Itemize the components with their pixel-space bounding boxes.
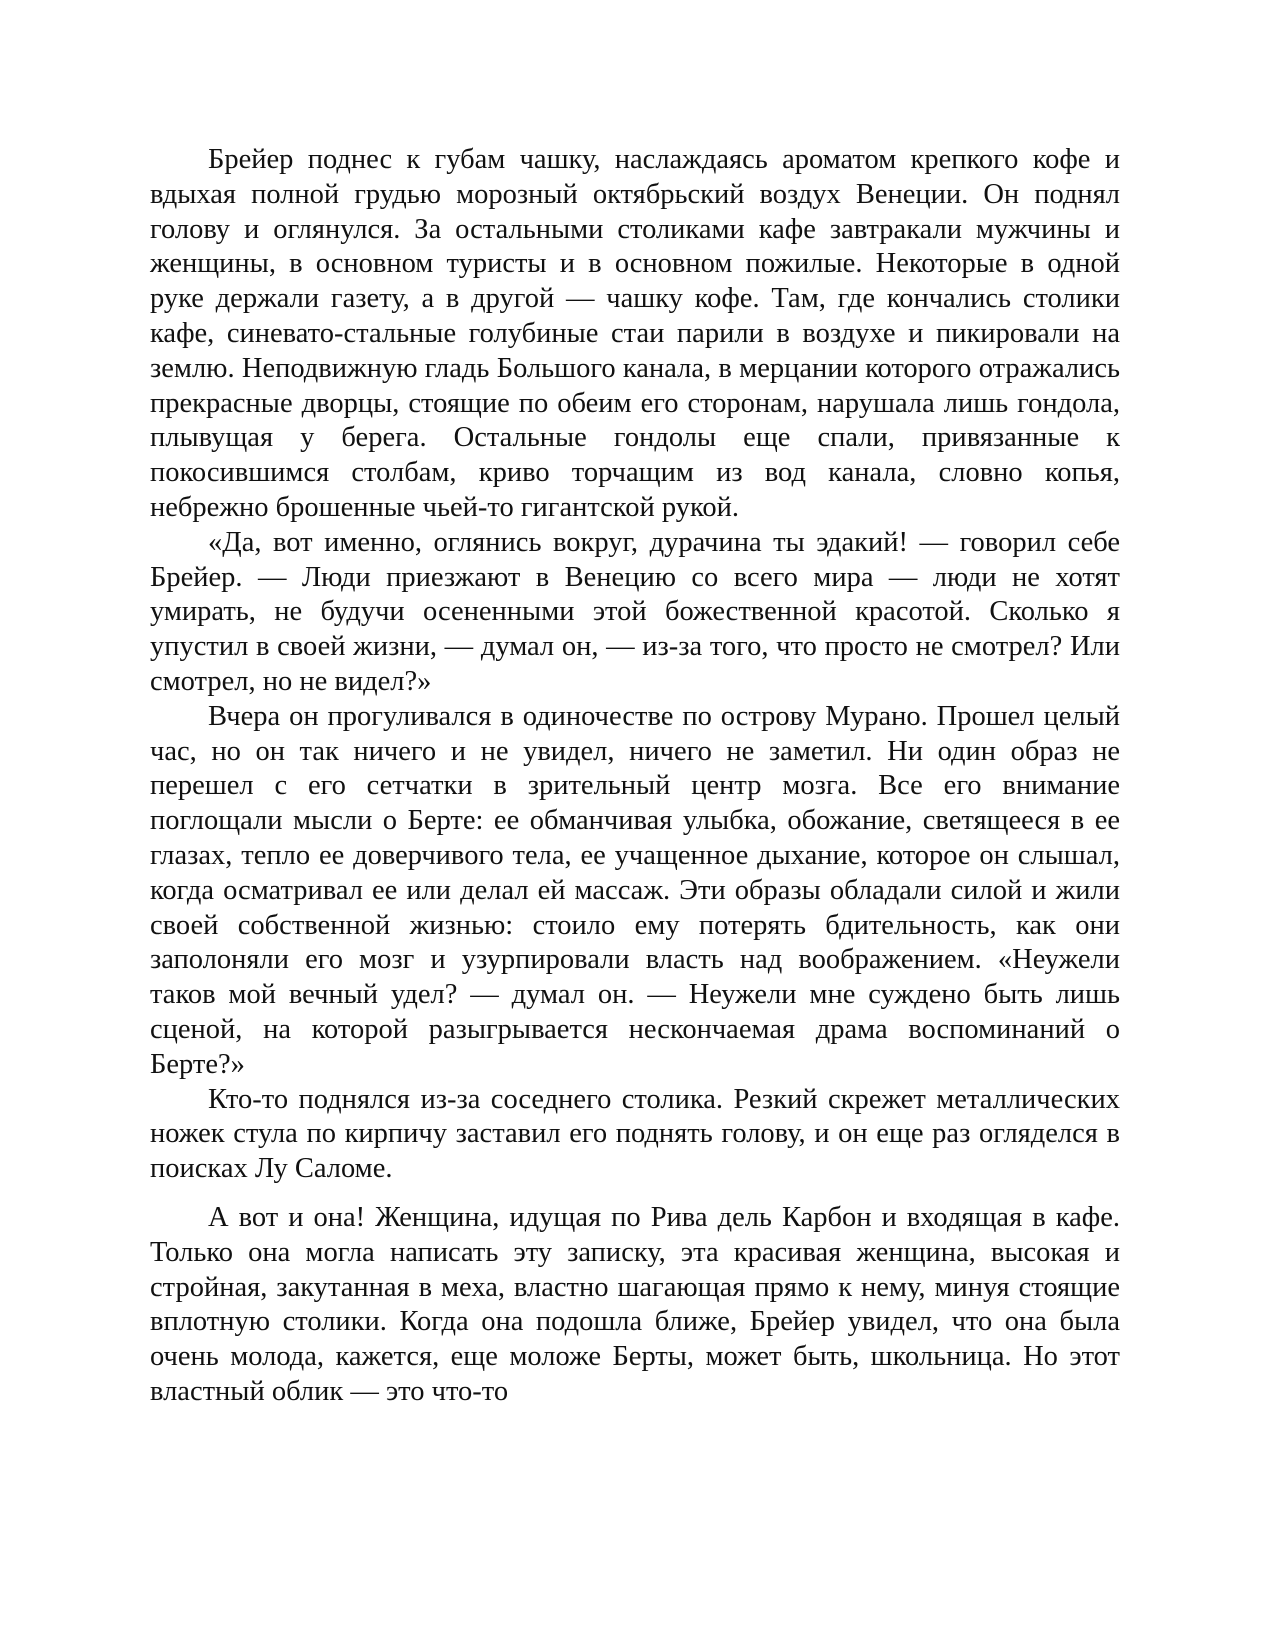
paragraph-3: Вчера он прогуливался в одиночестве по острову Мурано. Прошел целый час, но он так ничего и не увидел, ничего не заметил. Ни один образ не перешел с его сетчатки в зрительный центр мозга. Все его внимание поглощали мысли о Берте: ее обманчивая улыбка, обожание, светящееся в ее глазах, тепло ее доверчивого тела, ее учащенное дыхание, которое он слышал, когда осматривал ее или делал ей массаж. Эти образы обладали силой и жили своей собственной жизнью: стоило ему потерять бдительность, как они заполоняли его мозг и узурпировали власть над воображением. «Неужели таков мой вечный удел? — думал он. — Неужели мне суждено быть лишь сценой, на которой разыгрывается нескончаемая драма воспоминаний о Берте?» <box>150 700 1120 1080</box>
document-page <box>150 143 1120 1410</box>
paragraph-4: Кто-то поднялся из-за соседнего столика. Резкий скрежет металлических ножек стула по кирпичу заставил его поднять голову, и он еще раз огляделся в поисках Лу Саломе. <box>150 1083 1120 1185</box>
paragraph-1: Брейер поднес к губам чашку, наслаждаясь ароматом крепкого кофе и вдыхая полной грудью морозный октябрьский воздух Венеции. Он поднял голову и оглянулся. За остальными столиками кафе завтракали мужчины и женщины, в основном туристы и в основном пожилые. Некоторые в одной руке держали газету, а в другой — чашку кофе. Там, где кончались столики кафе, синевато-стальные голубиные стаи парили в воздухе и пикировали на землю. Неподвижную гладь Большого канала, в мерцании которого отражались прекрасные дворцы, стоящие по обеим его сторонам, нарушала лишь гондола, плывущая у берега. Остальные гондолы еще спали, привязанные к покосившимся столбам, криво торчащим из вод канала, словно копья, небрежно брошенные чьей-то гигантской рукой. <box>150 144 1120 523</box>
paragraph-2: «Да, вот именно, оглянись вокруг, дурачина ты эдакий! — говорил себе Брейер. — Люди приезжают в Венецию со всего мира — люди не хотят умирать, не будучи осененными этой божественной красотой. Сколько я упустил в своей жизни, — думал он, — из-за того, что просто не смотрел? Или смотрел, но не видел?» <box>150 526 1120 697</box>
paragraph-5: А вот и она! Женщина, идущая по Рива дель Карбон и входящая в кафе. Только она могла написать эту записку, эта красивая женщина, высокая и стройная, закутанная в меха, властно шагающая прямо к нему, минуя стоящие вплотную столики. Когда она подошла ближе, Брейер увидел, что она была очень молода, кажется, еще моложе Берты, может быть, школьница. Но этот властный облик — это что-то <box>150 1201 1120 1407</box>
